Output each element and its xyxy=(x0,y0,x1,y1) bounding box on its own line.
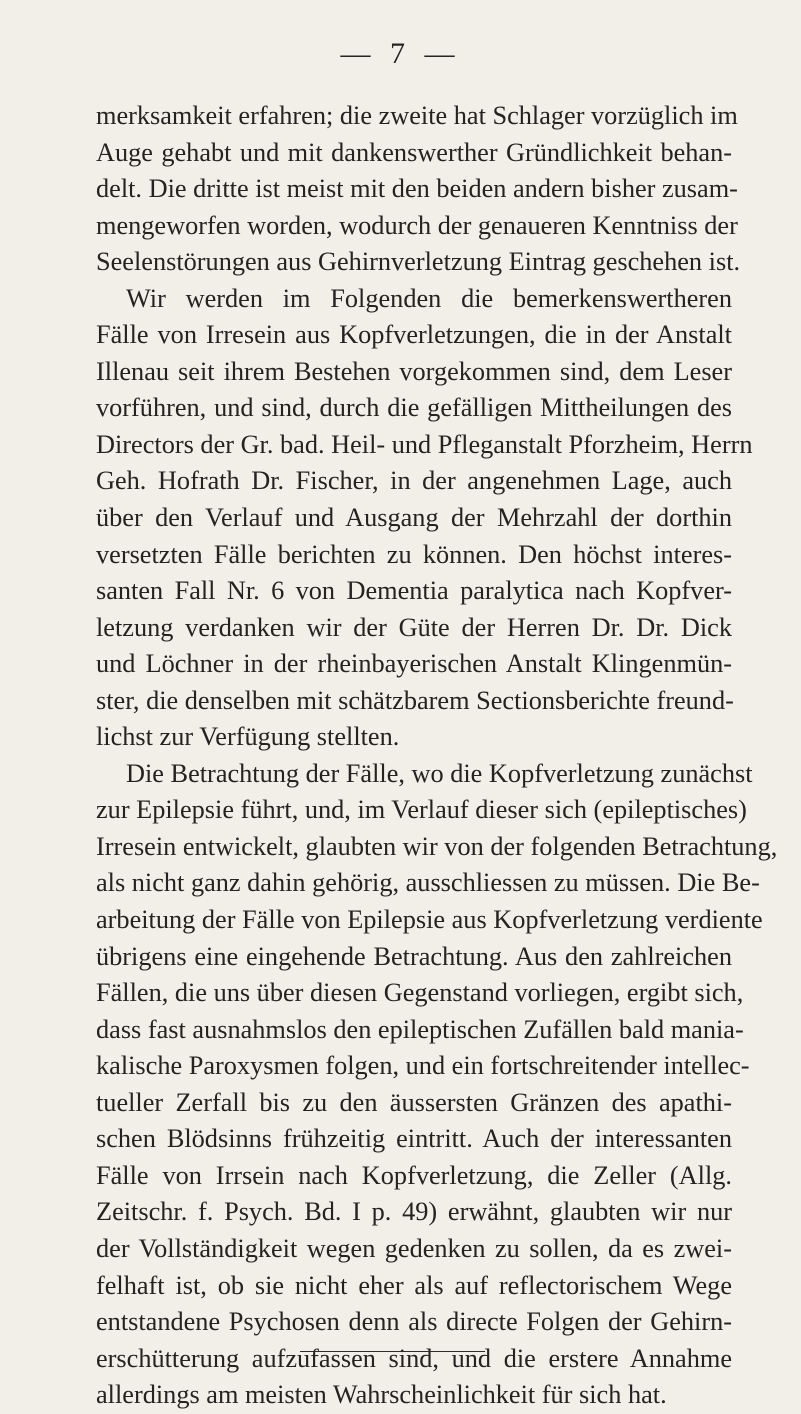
text-line: Zeitschr. f. Psych. Bd. I p. 49) erwähnt, glaubten wir nur xyxy=(96,1197,732,1227)
text-line: delt. Die dritte ist meist mit den beiden andern bisher zusam- xyxy=(96,174,738,204)
text-line: dass fast ausnahmslos den epileptischen Zufällen bald mania- xyxy=(96,1014,744,1044)
text-line: übrigens eine eingehende Betrachtung. Aus den zahlreichen xyxy=(96,941,732,971)
text-line: arbeitung der Fälle von Epilepsie aus Kopfverletzung verdiente xyxy=(96,905,763,935)
text-line: versetzten Fälle berichten zu können. Den höchst interes- xyxy=(96,539,732,569)
text-line: Die Betrachtung der Fälle, wo die Kopfverletzung zunächst xyxy=(126,758,753,788)
text-line: und Löchner in der rheinbayerischen Anstalt Klingenmün- xyxy=(96,649,732,679)
text-line: vorführen, und sind, durch die gefälligen Mittheilungen des xyxy=(96,393,732,423)
text-line: erschütterung aufzufassen sind, und die erstere Annahme xyxy=(96,1343,732,1373)
text-line: felhaft ist, ob sie nicht eher als auf reflectorischem Wege xyxy=(96,1270,732,1300)
footer-rule xyxy=(300,1351,485,1352)
text-line: der Vollständigkeit wegen gedenken zu sollen, da es zwei- xyxy=(96,1233,732,1263)
text-line: als nicht ganz dahin gehörig, ausschliessen zu müssen. Die Be- xyxy=(96,868,760,898)
text-line: Fällen, die uns über diesen Gegenstand vorliegen, ergibt sich, xyxy=(96,978,744,1008)
text-line: letzung verdanken wir der Güte der Herren Dr. Dr. Dick xyxy=(96,612,732,642)
text-line: zur Epilepsie führt, und, im Verlauf dieser sich (epileptisches) xyxy=(96,795,747,825)
text-line: über den Verlauf und Ausgang der Mehrzahl der dorthin xyxy=(96,503,732,533)
text-line: Seelenstörungen aus Gehirnverletzung Eintrag geschehen ist. xyxy=(96,247,741,277)
text-line: Fälle von Irrsein nach Kopfverletzung, die Zeller (Allg. xyxy=(96,1160,732,1190)
text-line: santen Fall Nr. 6 von Dementia paralytica nach Kopfver- xyxy=(96,576,732,606)
text-line: tueller Zerfall bis zu den äussersten Gränzen des apathi- xyxy=(96,1087,732,1117)
body-text xyxy=(96,98,778,1414)
text-line: Irresein entwickelt, glaubten wir von der folgenden Betrachtung, xyxy=(96,831,778,861)
text-line: mengeworfen worden, wodurch der genaueren Kenntniss der xyxy=(96,210,738,240)
text-line: lichst zur Verfügung stellten. xyxy=(96,722,400,752)
text-line: Fälle von Irresein aus Kopfverletzungen, die in der Anstalt xyxy=(96,320,732,350)
text-line: allerdings am meisten Wahrscheinlichkeit für sich hat. xyxy=(96,1380,667,1410)
text-line: kalische Paroxysmen folgen, und ein fortschreitender intellec- xyxy=(96,1051,750,1081)
text-line: Illenau seit ihrem Bestehen vorgekommen sind, dem Leser xyxy=(96,356,732,386)
text-line: Wir werden im Folgenden die bemerkenswertheren xyxy=(126,283,732,313)
text-line: schen Blödsinns frühzeitig eintritt. Auch der interessanten xyxy=(96,1124,732,1154)
text-line: Geh. Hofrath Dr. Fischer, in der angenehmen Lage, auch xyxy=(96,466,732,496)
text-line: Auge gehabt und mit dankenswerther Gründlichkeit behan- xyxy=(96,137,732,167)
text-line: entstandene Psychosen denn als directe Folgen der Gehirn- xyxy=(96,1307,732,1337)
page-number: — 7 — xyxy=(340,37,461,70)
text-line: merksamkeit erfahren; die zweite hat Schlager vorzüglich im xyxy=(96,101,738,130)
text-line: Directors der Gr. bad. Heil- und Pfleganstalt Pforzheim, Herrn xyxy=(96,429,753,459)
text-line: ster, die denselben mit schätzbarem Sectionsberichte freund- xyxy=(96,685,734,715)
